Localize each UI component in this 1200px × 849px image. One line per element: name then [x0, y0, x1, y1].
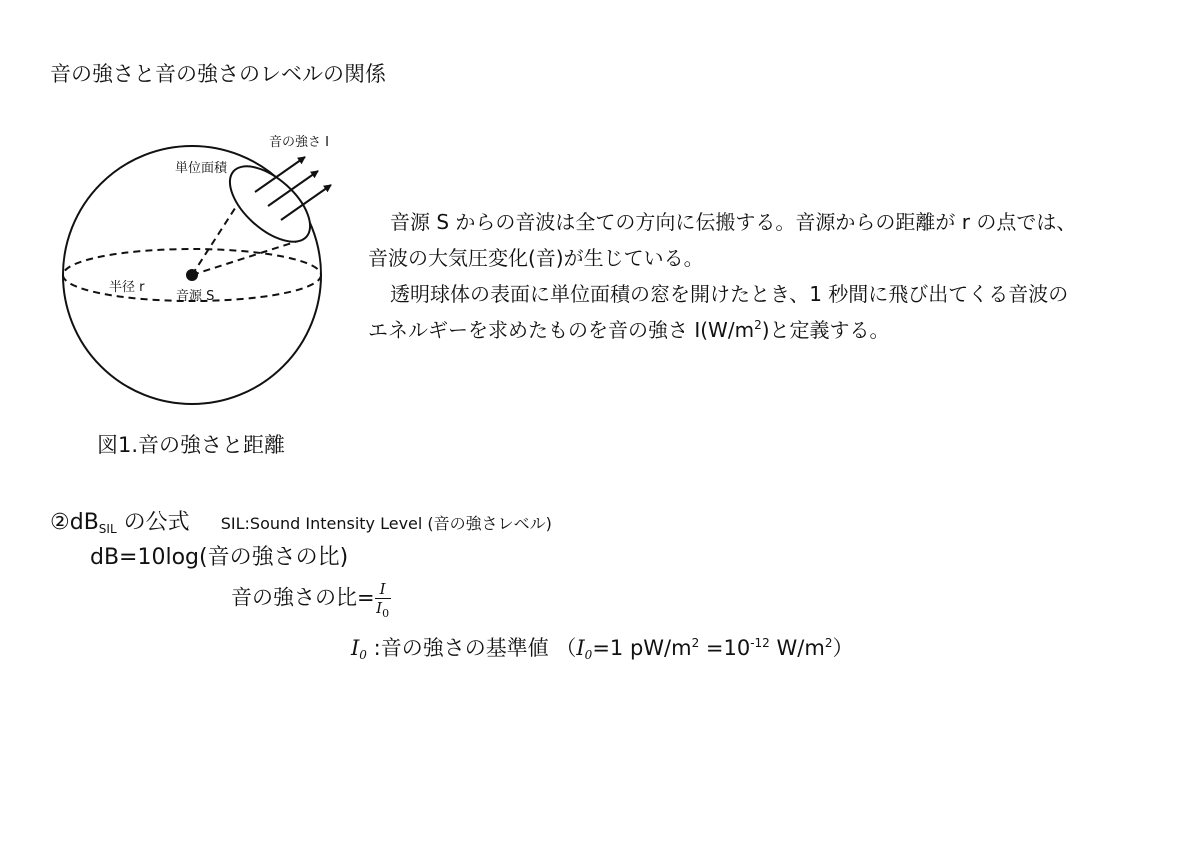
reference-definition	[351, 632, 853, 662]
db-label: dB	[69, 510, 99, 535]
paragraph-line	[368, 276, 1168, 312]
paragraph-line	[368, 204, 1168, 240]
definition-unit: W/m	[769, 636, 825, 660]
closing-paren: ）	[832, 636, 854, 660]
unit-area-label: 単位面積	[175, 161, 228, 176]
paragraph-text: )と定義する。	[761, 318, 890, 342]
radius-line-lower	[192, 241, 298, 275]
symbol-subscript: 0	[359, 648, 367, 662]
exponent: 2	[691, 636, 700, 650]
fraction-numerator: I	[379, 580, 386, 598]
exponent: -12	[750, 636, 770, 650]
sound-source-dot	[186, 269, 198, 281]
denominator-symbol: I	[376, 599, 383, 617]
symbol-subscript: 0	[584, 648, 593, 662]
exponent: 2	[824, 636, 833, 650]
db-subscript: SIL	[98, 522, 117, 536]
page-title: 音の強さと音の強さのレベルの関係	[50, 62, 386, 86]
circled-number: ②	[50, 510, 70, 535]
db-formula: dB=10log(音の強さの比)	[90, 545, 349, 570]
superscript: 2	[754, 318, 762, 332]
paragraph-line	[368, 312, 1168, 348]
source-label: 音源 S	[176, 289, 215, 304]
definition-value: =10	[699, 636, 751, 660]
section2-heading	[50, 505, 552, 536]
definition-text: :音の強さの基準値 （	[366, 636, 577, 660]
symbol-i0: I	[351, 636, 360, 660]
sphere-diagram	[50, 120, 380, 420]
fraction-denominator	[376, 599, 390, 620]
symbol-i0: I	[576, 636, 585, 660]
formula-heading	[50, 510, 190, 535]
explanation-paragraph	[368, 204, 1168, 348]
paragraph-text: 透明球体の表面に単位面積の窓を開けたとき、1 秒間に飛び出てくる音波の	[390, 282, 1069, 306]
denominator-subscript: 0	[382, 607, 390, 620]
paragraph-text: エネルギーを求めたものを音の強さ I(W/m	[368, 318, 755, 342]
definition-value: =1 pW/m	[592, 636, 692, 660]
paragraph-text: 音源 S からの音波は全ての方向に伝搬する。音源からの距離が r の点では、	[390, 210, 1077, 234]
intensity-fraction	[375, 580, 391, 620]
intensity-label: 音の強さ I	[269, 135, 329, 150]
sil-note: SIL:Sound Intensity Level (音の強さレベル)	[220, 514, 552, 533]
ratio-lhs: 音の強さの比=	[231, 585, 375, 610]
paragraph-line	[368, 240, 1168, 276]
figure-caption: 図1.音の強さと距離	[97, 433, 286, 457]
radius-label: 半径 r	[109, 280, 145, 295]
paragraph-text: 音波の大気圧変化(音)が生じている。	[368, 246, 704, 270]
heading-text: の公式	[116, 510, 190, 535]
ratio-formula	[231, 580, 391, 620]
